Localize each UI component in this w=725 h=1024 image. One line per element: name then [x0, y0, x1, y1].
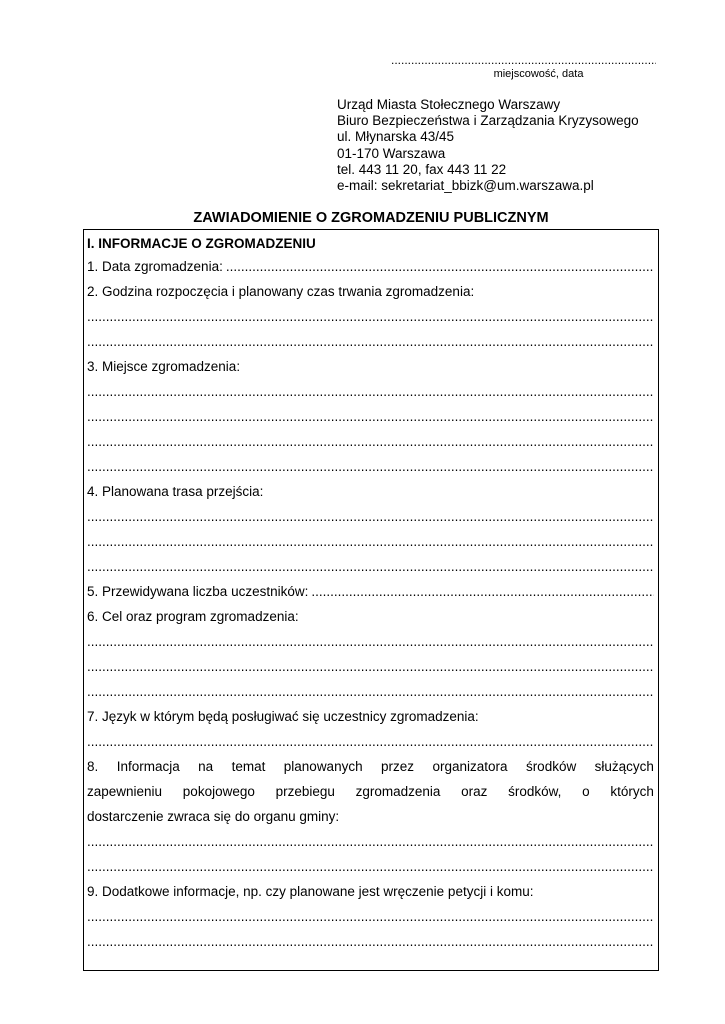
place-field-line-1[interactable]	[87, 379, 654, 404]
language-label: 7. Język w którym będą posługiwać się uczestnicy zgromadzenia:	[87, 709, 479, 724]
participants-label: 5. Przewidywana liczba uczestników:	[87, 584, 309, 599]
safety-measures-label-line-2	[87, 779, 654, 804]
recipient-office: Urząd Miasta Stołecznego Warszawy	[337, 97, 561, 112]
recipient-department: Biuro Bezpieczeństwa i Zarządzania Kryzysowego	[337, 113, 639, 129]
word: środków,	[508, 784, 562, 799]
time-duration-field-line-2[interactable]	[87, 329, 654, 354]
word: oraz	[461, 784, 488, 799]
place-field-line-2[interactable]	[87, 404, 654, 429]
word: przebiegu	[275, 784, 335, 799]
word: służących	[594, 759, 654, 774]
safety-measures-field-line-1[interactable]	[87, 829, 654, 854]
place-label: 3. Miejsce zgromadzenia:	[87, 359, 241, 374]
word: na	[198, 759, 214, 774]
time-duration-field-line-1[interactable]	[87, 304, 654, 329]
recipient-address	[337, 97, 677, 194]
route-label: 4. Planowana trasa przejścia:	[87, 484, 264, 499]
language-field[interactable]	[87, 729, 654, 754]
word: organizatora	[432, 759, 508, 774]
recipient-street: ul. Młynarska 43/45	[337, 129, 455, 145]
recipient-city: 01-170 Warszawa	[337, 145, 446, 161]
word: zgromadzenia	[355, 784, 441, 799]
word: których	[610, 784, 654, 799]
word: pokojowego	[182, 784, 255, 799]
purpose-field-line-2[interactable]	[87, 654, 654, 679]
safety-measures-label-line-3: dostarczenie zwraca się do organu gminy:	[87, 809, 340, 824]
date-row	[87, 254, 654, 279]
word: 8.	[87, 759, 99, 774]
time-duration-label: 2. Godzina rozpoczęcia i planowany czas trwania zgromadzenia:	[87, 284, 475, 299]
purpose-field-line-3[interactable]	[87, 679, 654, 704]
additional-info-field-line-2[interactable]	[87, 929, 654, 954]
additional-info-label: 9. Dodatkowe informacje, np. czy planowane jest wręczenie petycji i komu:	[87, 884, 534, 899]
place-field-line-4[interactable]	[87, 454, 654, 479]
additional-info-field-line-1[interactable]	[87, 904, 654, 929]
participants-row	[87, 579, 654, 604]
assembly-info-form	[83, 229, 659, 971]
participants-field[interactable]	[311, 579, 654, 604]
word: przez	[381, 759, 415, 774]
recipient-phone: tel. 443 11 20, fax 443 11 22	[337, 161, 507, 177]
recipient-email: e-mail: sekretariat_bbizk@um.warszawa.pl	[337, 178, 594, 194]
document-title: ZAWIADOMIENIE O ZGROMADZENIU PUBLICZNYM	[193, 210, 549, 226]
word: o	[582, 784, 590, 799]
route-field-line-3[interactable]	[87, 554, 654, 579]
section-title: I. INFORMACJE O ZGROMADZENIU	[87, 236, 316, 251]
word: planowanych	[283, 759, 363, 774]
route-field-line-1[interactable]	[87, 504, 654, 529]
safety-measures-field-line-2[interactable]	[87, 854, 654, 879]
place-date-caption: miejscowość, data	[493, 68, 584, 80]
word: temat	[231, 759, 266, 774]
date-label: 1. Data zgromadzenia:	[87, 259, 223, 274]
purpose-field-line-1[interactable]	[87, 629, 654, 654]
route-field-line-2[interactable]	[87, 529, 654, 554]
word: Informacja	[116, 759, 180, 774]
date-field[interactable]	[226, 254, 654, 279]
word: środków	[525, 759, 577, 774]
place-field-line-3[interactable]	[87, 429, 654, 454]
safety-measures-label-line-1	[87, 754, 654, 779]
purpose-label: 6. Cel oraz program zgromadzenia:	[87, 609, 299, 624]
place-date-field[interactable]	[391, 53, 656, 67]
word: zapewnieniu	[87, 784, 163, 799]
